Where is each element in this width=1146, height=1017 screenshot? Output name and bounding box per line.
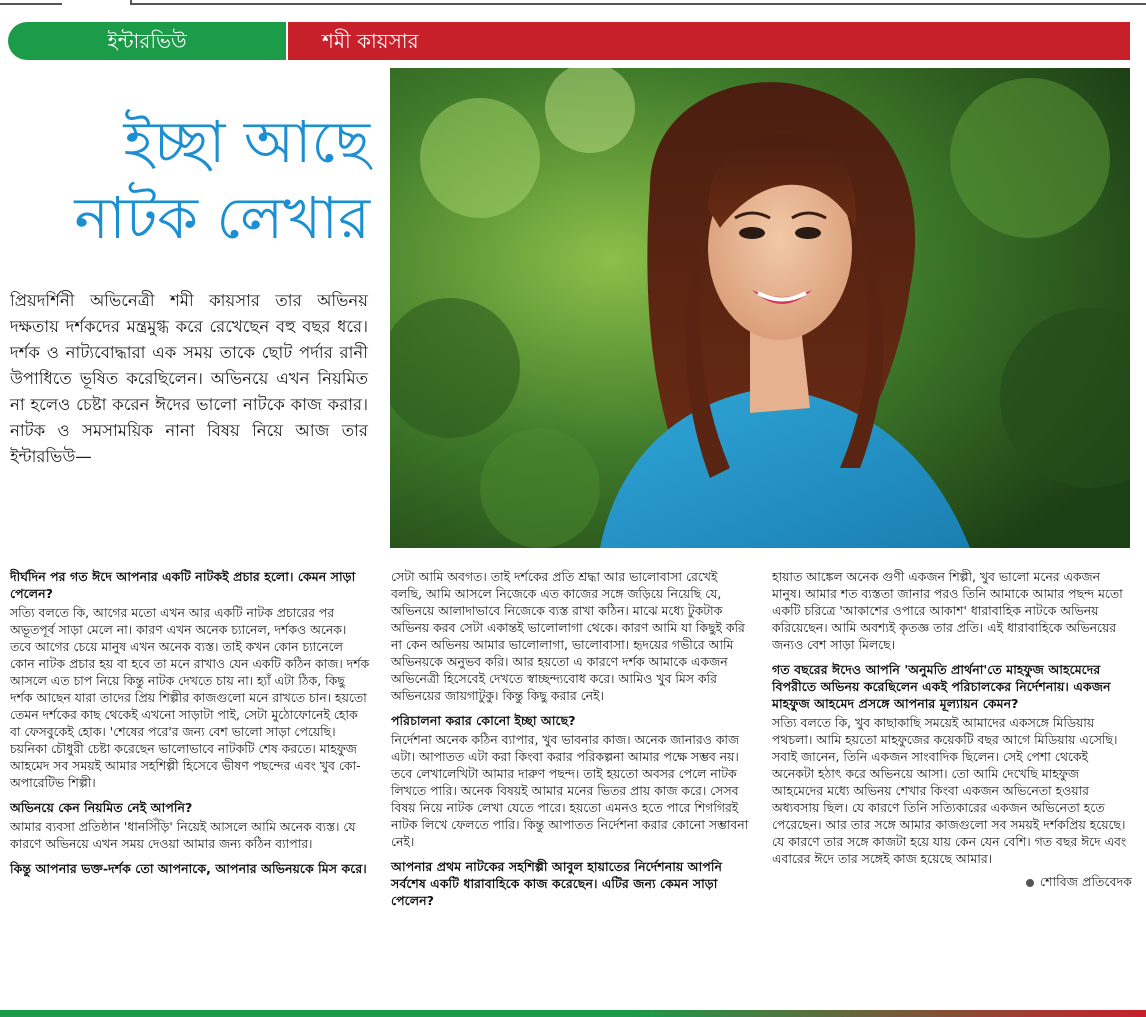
top-rule (0, 0, 1146, 10)
question-5: আপনার প্রথম নাটকের সহশিল্পী আবুল হায়াতের নির্দেশনায় আপনি সর্বশেষ একটি ধারাবাহিকে কাজ করেছেন। এটির জন্য কেমন সাড়া পেলেন? (391, 859, 723, 908)
headline-line-2: নাটক লেখার (74, 184, 370, 252)
answer-6: সত্যি বলতে কি, খুব কাছাকাছি সময়েই আমাদের একসঙ্গে মিডিয়ায় পথচলা। আমি হয়তো মাহফুজের কয়েকটি বছর আগে মিডিয়ায় এসেছি। সবাই জানেন, তিনি একজন সাংবাদিক ছিলেন। সেই পেশা থেকেই অনেকটা হঠাৎ করে অভিনয়ে আসা। তো আমি দেখেছি মাহফুজ আহমেদের মধ্যে অভিনয় শেখার কিংবা একজন অভিনেতা হওয়ার অধ্যবসায় ছিল। যে কারণে তিনি সত্যিকারের একজন অভিনেতা হতে পেরেছেন। আর তার সঙ্গে আমার কাজগুলো সব সময়ই দর্শকপ্রিয় হয়েছে। যে কারণে তার সঙ্গে কাজটা হয়ে যায় কেন যেন বেশি। গত বছর ঈদে এবং এবারের ঈদে তার সঙ্গেই কাজ হয়েছে আমার। (772, 715, 1127, 866)
question-1: দীর্ঘদিন পর গত ঈদে আপনার একটি নাটকই প্রচার হলো। কেমন সাড়া পেলেন? (10, 569, 356, 601)
intro-paragraph: প্রিয়দর্শিনী অভিনেত্রী শমী কায়সার তার অভিনয় দক্ষতায় দর্শকদের মন্ত্রমুগ্ধ করে রেখেছেন বহু বছর ধরে। দর্শক ও নাট্যবোদ্ধারা এক সময় তাকে ছোট পর্দার রানী উপাধিতে ভূষিত করেছিলেন। অভিনয়ে এখন নিয়মিত না হলেও চেষ্টা করেন ঈদের ভালো নাটকে কাজ করার। নাটক ও সমসাময়িক নানা বিষয় নিয়ে আজ তার ইন্টারভিউ— (10, 291, 368, 466)
column-3 (772, 568, 1132, 890)
bullet-dot-icon (1026, 879, 1034, 887)
author-bar: শমী কায়সার (288, 22, 1130, 60)
answer-2: আমার ব্যবসা প্রতিষ্ঠান 'ধানসিঁড়ি' নিয়েই আসলে আমি অনেক ব্যস্ত। যে কারণে অভিনয়ে এখন সময় দেওয়া আমার জন্য কঠিন ব্যাপার। (10, 819, 356, 851)
answer-1: সত্যি বলতে কি, আগের মতো এখন আর একটি নাটক প্রচারের পর অভূতপূর্ব সাড়া মেলে না। কারণ এখন অনেক চ্যানেল, দর্শকও অনেক। তবে আগের চেয়ে মানুষ এখন অনেক ব্যস্ত। তাই কখন কোন চ্যানেলে কোন নাটক প্রচার হয় বা হবে তা মনে রাখাও যেন একটি কঠিন কাজ। দর্শক আসলে এত চাপ নিয়ে কিন্তু নাটক দেখতে চায় না। হ্যাঁ এটা ঠিক, কিছু দর্শক আছেন যারা তাদের প্রিয় শিল্পীর কাজগুলো মনে রাখতে চান। হয়তো তেমন দর্শকের কাছ থেকেই এখনো সাড়াটা পাই, সেটা মুঠোফোনেই হোক বা ফেসবুকেই হোক। 'শেষের পরে'র জন্য বেশ ভালো সাড়া পেয়েছি। চয়নিকা চৌধুরী চেষ্টা করেছেন ভালোভাবে নাটকটি শেষ করতে। মাহফুজ আহমেদ সব সময়ই আমার সহশিল্পী হিসেবে ভীষণ পছন্দের এবং খুব কো-অপারেটিভ শিল্পী। (10, 605, 370, 790)
question-6: গত বছরের ঈদেও আপনি 'অনুমতি প্রার্থনা'তে মাহফুজ আহমেদের বিপরীতে অভিনয় করেছিলেন একই পরিচালকের নির্দেশনায়। একজন মাহফুজ আহমেদ প্রসঙ্গে আপনার মূল্যায়ন কেমন? (772, 662, 1111, 711)
column-2 (391, 568, 749, 911)
question-2: অভিনয়ে কেন নিয়মিত নেই আপনি? (10, 800, 193, 815)
top-rule-left (0, 0, 62, 5)
question-3: কিন্তু আপনার ভক্ত-দর্শক তো আপনাকে, আপনার অভিনয়কে মিস করে। (10, 861, 367, 876)
answer-4: নির্দেশনা অনেক কঠিন ব্যাপার, খুব ভাবনার কাজ। অনেক জানারও কাজ এটা। আপাতত এটা করা কিংবা করার পরিকল্পনা আমার পক্ষে সম্ভব নয়। তবে লেখালেখিটা আমার দারুণ পছন্দ। তাই হয়তো অবসর পেলে নাটক লিখতে পারি। অনেক বিষয়ই আমার মনের ভিতর প্রায় কাজ করে। সেসব বিষয় নিয়ে নাটক লেখা যেতে পারে। হয়তো এমনও হতে পারে শিগগিরই নাটক লিখে ফেলতে পারি। কিন্তু আপাতত নির্দেশনা করার কোনো সম্ভাবনা নেই। (391, 732, 749, 849)
headline (20, 104, 370, 256)
column-1 (10, 568, 370, 879)
section-tag: ইন্টারভিউ (8, 22, 286, 60)
headline-line-1: ইচ্ছা আছে (123, 108, 370, 176)
portrait-illustration (390, 68, 1130, 548)
answer-5: হায়াত আঙ্কেল অনেক গুণী একজন শিল্পী, খুব ভালো মনের একজন মানুষ। আমার শত ব্যস্ততা জানার পরও তিনি আমাকে আমার পছন্দ মতো একটি চরিত্রে 'আকাশের ওপারে আকাশ' ধারাবাহিক নাটকে অভিনয় করিয়েছেন। আমি অবশ্যই কৃতজ্ঞ তার প্রতি। এই ধারাবাহিকে অভিনয়ের জন্যও বেশ সাড়া মিলছে। (772, 569, 1123, 652)
footer-bar (0, 1010, 1146, 1017)
portrait-photo (390, 68, 1130, 548)
byline-text: শোবিজ প্রতিবেদক (1039, 874, 1132, 889)
answer-3: সেটা আমি অবগত। তাই দর্শকের প্রতি শ্রদ্ধা আর ভালোবাসা রেখেই বলছি, আমি আসলে নিজেকে এত কাজের সঙ্গে জড়িয়ে নিয়েছি যে, অভিনয়ে আলাদাভাবে নিজেকে ব্যস্ত রাখা কঠিন। মাঝে মধ্যে টুকটাক অভিনয় করব সেটা একান্তই ভালোলাগা থেকে। কারণ আমি যা কিছুই করি না কেন অভিনয় আমার ভালোলাগা, ভালোবাসা। হৃদয়ের গভীরে আমি অভিনয়কে অনুভব করি। আর হয়তো এ কারণে দর্শক আমাকে একজন অভিনেত্রী হিসেবেই দেখতে স্বাচ্ছন্দ্যবোধ করে। আমিও খুব মিস করি অভিনয়ের জায়গাটুকু। কিন্তু কিছু করার নেই। (391, 569, 745, 703)
top-rule-right (130, 0, 1146, 5)
byline (772, 873, 1132, 890)
question-4: পরিচালনা করার কোনো ইচ্ছা আছে? (391, 713, 576, 728)
